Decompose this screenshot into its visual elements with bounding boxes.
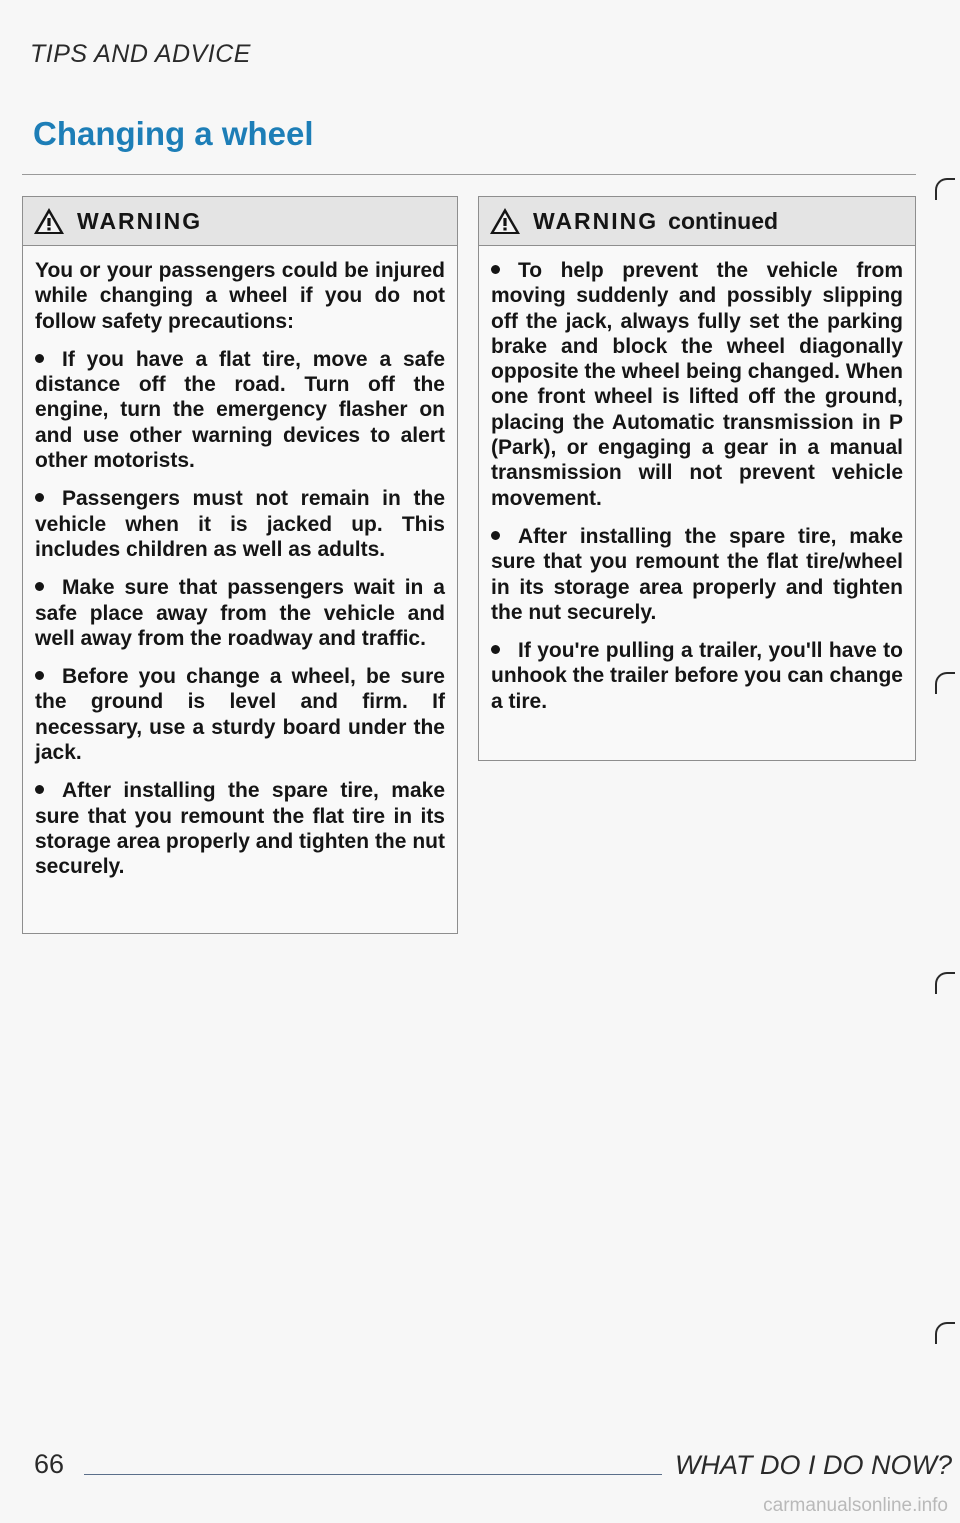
footer-rule [84,1474,662,1475]
section-label: TIPS AND ADVICE [30,40,251,68]
warning-body [479,246,915,714]
warning-item: If you're pulling a trailer, you'll have to unhook the trailer before you can change a tire. [491,639,903,713]
warning-item: If you have a flat tire, move a safe distance off the road. Turn off the engine, turn the emergency flasher on and use other warning devices to alert other motorists. [35,347,445,473]
warning-item: Make sure that passengers wait in a safe place away from the vehicle and well away from the roadway and traffic. [35,576,445,650]
margin-mark [935,672,955,694]
warning-box-left [22,196,458,934]
warning-item: Passengers must not remain in the vehicle when it is jacked up. This includes children as well as adults. [35,487,445,561]
warning-item: Before you change a wheel, be sure the ground is level and firm. If necessary, use a sturdy board under the jack. [35,665,445,765]
bullet-icon [491,265,500,274]
warning-item: After installing the spare tire, make sure that you remount the flat tire in its storage area properly and tighten the nut securely. [35,779,445,879]
margin-mark [935,178,955,200]
bullet-icon [35,785,44,794]
bullet-icon [35,354,44,363]
footer-chapter: WHAT DO I DO NOW? [675,1450,952,1480]
warning-body [23,246,457,880]
warning-heading: WARNING [77,207,203,234]
page-number: 66 [34,1449,65,1479]
warning-triangle-icon [33,207,65,235]
top-rule [22,174,916,175]
warning-item: To help prevent the vehicle from moving suddenly and possibly slipping off the jack, always fully set the parking brake and block the wheel diagonally opposite the wheel being changed. When one front wheel is lifted off the ground, placing the Automatic transmission in P (Park), or engaging a gear in a manual transmission will not prevent vehicle movement. [491,259,903,510]
warning-header [479,197,915,246]
warning-intro: You or your passengers could be injured while changing a wheel if you do not follow safety precautions: [35,259,445,333]
warning-triangle-icon [489,207,521,235]
bullet-icon [35,493,44,502]
warning-heading: WARNING [533,207,659,234]
warning-box-right [478,196,916,761]
bullet-icon [35,582,44,591]
margin-mark [935,1322,955,1344]
bullet-icon [35,671,44,680]
warning-header [23,197,457,246]
bullet-icon [491,531,500,540]
watermark: carmanualsonline.info [763,1495,948,1516]
bullet-icon [491,645,500,654]
page-title: Changing a wheel [33,115,314,152]
margin-mark [935,972,955,994]
warning-item: After installing the spare tire, make sure that you remount the flat tire/wheel in its storage area properly and tighten the nut securely. [491,524,903,624]
warning-heading-suffix: continued [668,207,779,234]
